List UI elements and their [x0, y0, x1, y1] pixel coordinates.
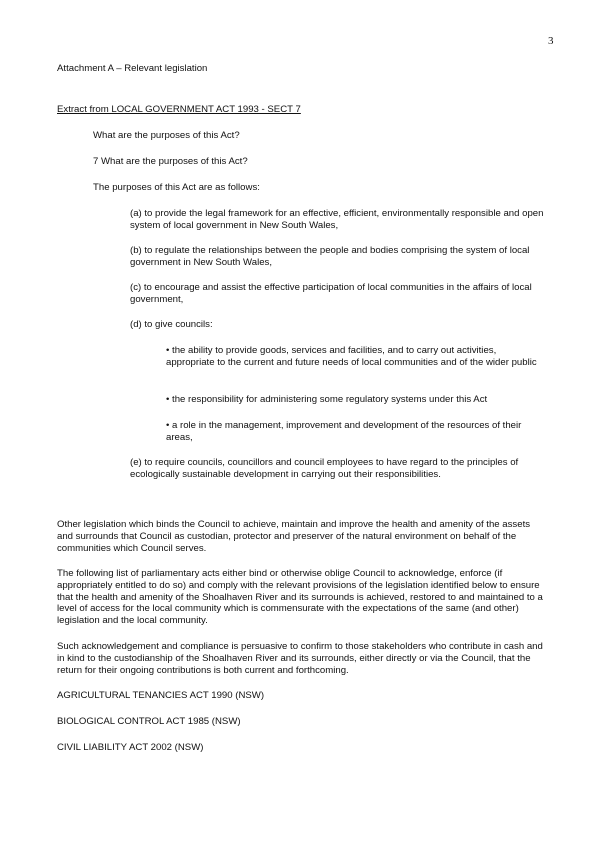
act-item: AGRICULTURAL TENANCIES ACT 1990 (NSW): [57, 690, 265, 701]
list-item: • a role in the management, improvement and development of the resources of their areas,: [166, 420, 522, 443]
act-item: CIVIL LIABILITY ACT 2002 (NSW): [57, 742, 204, 753]
question-2: 7 What are the purposes of this Act?: [93, 156, 248, 167]
list-item: • the ability to provide goods, services and facilities, and to carry out activities, appropriate to the current and future needs of local communities and of the wider public: [166, 345, 537, 368]
purposes-intro: The purposes of this Act are as follows:: [93, 182, 260, 193]
body-paragraph-3: Such acknowledgement and compliance is persuasive to confirm to those stakeholders who contribute in cash and in kind to the custodianship of the Shoalhaven River and its surrounds, either directly or via the Council, that the return for their ongoing contributions is both current and forthcoming.: [57, 641, 543, 676]
question-1: What are the purposes of this Act?: [93, 130, 240, 141]
act-item: BIOLOGICAL CONTROL ACT 1985 (NSW): [57, 716, 241, 727]
attachment-heading: Attachment A – Relevant legislation: [57, 63, 208, 74]
purpose-e: (e) to require councils, councillors and council employees to have regard to the principles of ecologically sustainable development in carrying out their responsibilities.: [130, 457, 519, 480]
list-item: • the responsibility for administering some regulatory systems under this Act: [166, 394, 488, 405]
extract-heading: Extract from LOCAL GOVERNMENT ACT 1993 - SECT 7: [57, 104, 301, 115]
body-paragraph-1: Other legislation which binds the Council to achieve, maintain and improve the health and amenity of the assets and surrounds that Council as custodian, protector and preserver of the natural environment on behalf of the communities which Council serves.: [57, 519, 531, 554]
purpose-b: (b) to regulate the relationships between the people and bodies comprising the system of local government in New South Wales,: [130, 245, 530, 268]
purpose-c: (c) to encourage and assist the effective participation of local communities in the affairs of local government,: [130, 282, 532, 305]
purpose-d: (d) to give councils:: [130, 319, 213, 330]
page-number: 3: [548, 35, 554, 47]
purpose-a: (a) to provide the legal framework for an effective, efficient, environmentally responsible and open system of local government in New South Wales,: [130, 208, 544, 231]
body-paragraph-2: The following list of parliamentary acts either bind or otherwise oblige Council to acknowledge, enforce (if appropriately entitled to do so) and comply with the relevant provisions of the legislation identified below to ensure that the health and amenity of the Shoalhaven River and its surrounds is achieved, restored to and maintained to a level of access for the local community which is commensurate with the expectations of the same (and other) legislation and the local community.: [57, 568, 543, 627]
